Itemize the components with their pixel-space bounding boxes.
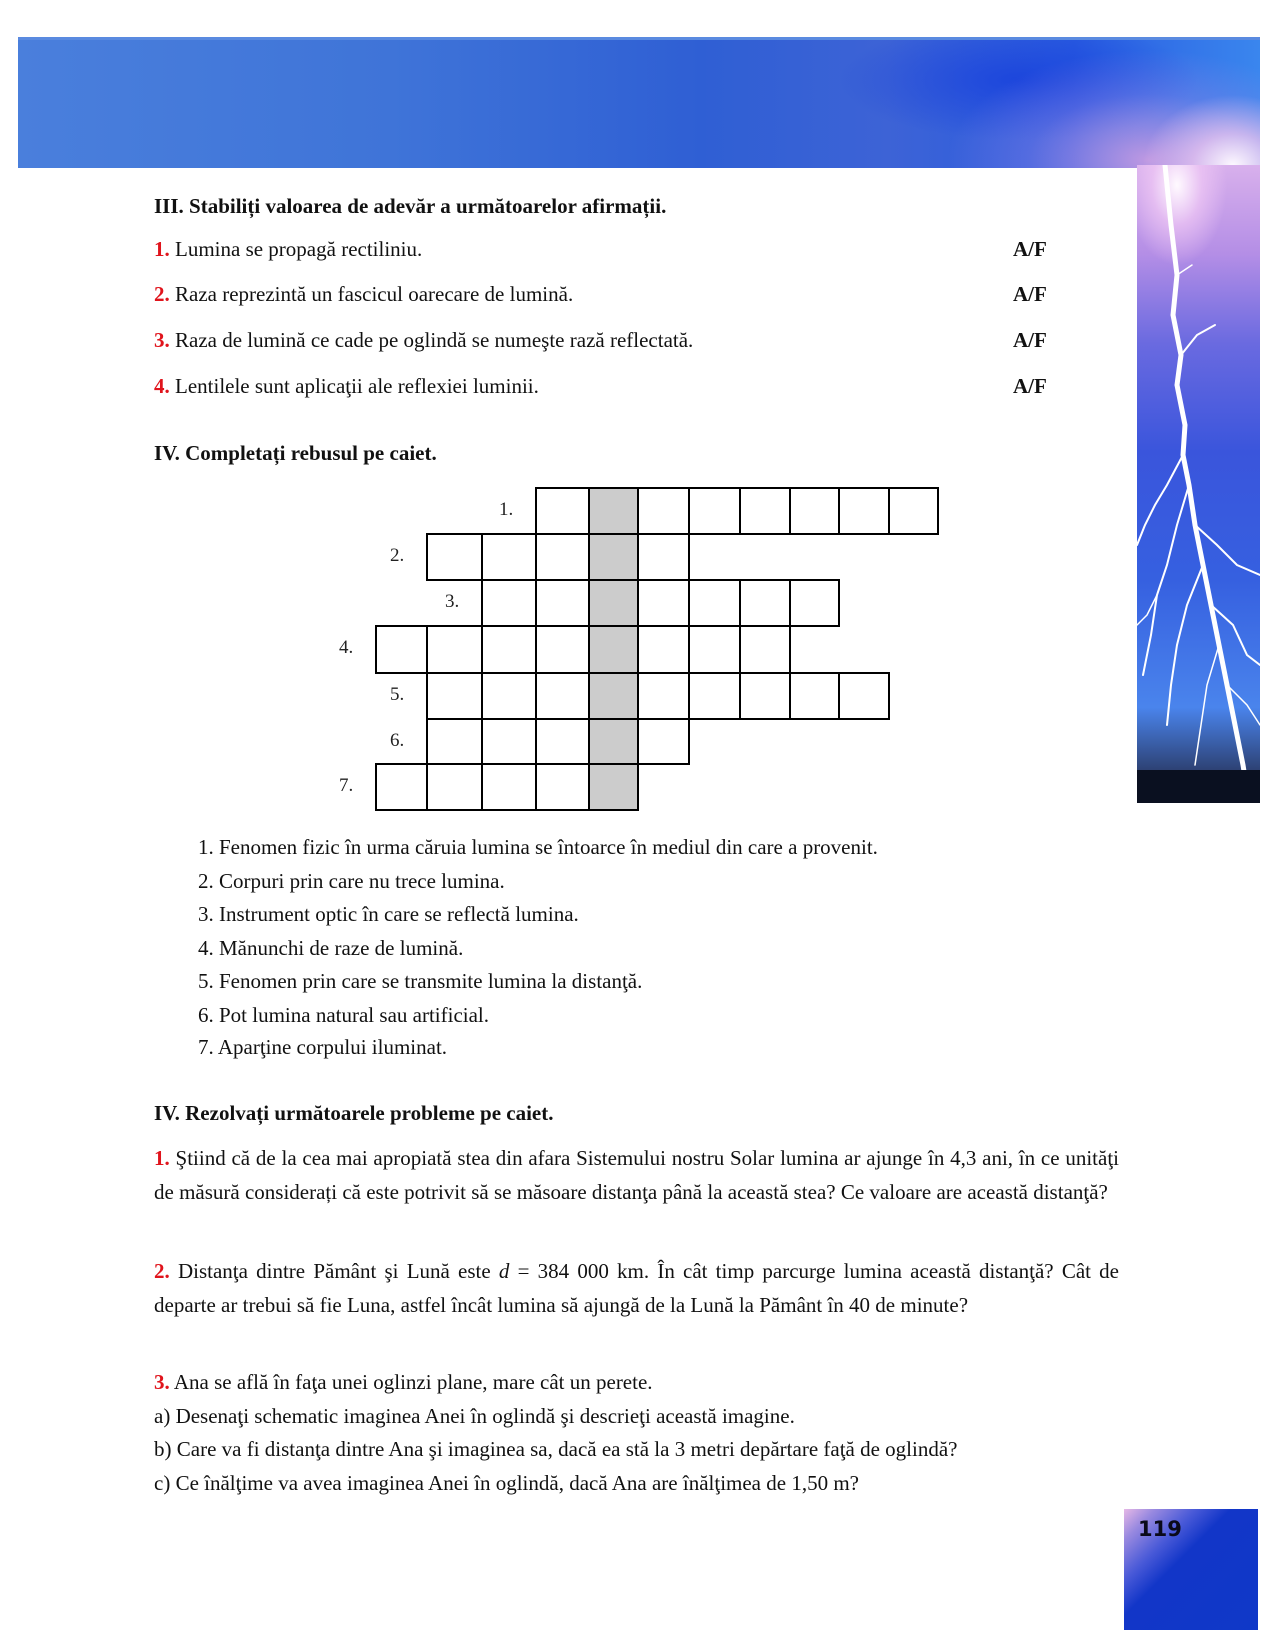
subitem-b: b) Care va fi distanţa dintre Ana şi imaginea sa, dacă ea stă la 3 metri depărtare faţă de oglindă?	[154, 1437, 958, 1461]
crossword-cell	[535, 672, 590, 720]
crossword-key-cell	[588, 718, 639, 765]
crossword-cell	[481, 533, 537, 581]
crossword-key-cell	[588, 579, 639, 627]
statement-number: 2.	[154, 282, 170, 306]
crossword-cell	[481, 718, 537, 765]
statement-number: 4.	[154, 374, 170, 398]
crossword-cell	[535, 718, 590, 765]
crossword-key-cell	[588, 533, 639, 581]
lightning-image	[1137, 165, 1260, 803]
crossword-cell	[481, 579, 537, 627]
crossword-cell	[481, 763, 537, 811]
variable-d: d	[498, 1259, 510, 1283]
crossword-cell	[426, 533, 483, 581]
problem-text-after: = 384 000 km. În cât timp parcurge lumina această distanţă? Cât de departe ar trebui să fie Luna, astfel încât lumina să ajungă de la Lună la Pământ în 40 de minute?	[154, 1259, 1120, 1317]
crossword-cell	[637, 625, 690, 674]
clue-7: 7. Aparţine corpului iluminat.	[198, 1035, 448, 1059]
statement-number: 3.	[154, 328, 170, 352]
crossword-row-label: 3.	[445, 591, 460, 612]
crossword-row-label: 1.	[499, 499, 514, 520]
crossword-cell	[789, 672, 840, 720]
crossword-row-label: 2.	[390, 545, 405, 566]
statement-text: Lumina se propagă rectiliniu.	[175, 237, 423, 261]
clue-4: 4. Mănunchi de raze de lumină.	[198, 936, 464, 960]
statement-1	[154, 237, 422, 261]
crossword-cell	[688, 672, 741, 720]
crossword-cell	[838, 487, 890, 535]
subitem-c: c) Ce înălţime va avea imaginea Anei în oglindă, dacă Ana are înălţimea de 1,50 m?	[154, 1470, 859, 1495]
problem-number: 1.	[154, 1146, 170, 1170]
header-banner	[18, 37, 1260, 168]
crossword-key-cell	[588, 625, 639, 674]
statement-number: 1.	[154, 237, 170, 261]
crossword-cell	[481, 672, 537, 720]
page-number: 119	[1138, 1517, 1182, 1541]
crossword-cell	[535, 625, 590, 674]
answer-choice-4: A/F	[1013, 374, 1047, 398]
crossword-cell	[739, 579, 791, 627]
statement-text: Raza de lumină ce cade pe oglindă se numeşte rază reflectată.	[175, 328, 694, 352]
crossword-cell	[688, 579, 741, 627]
crossword-cell	[426, 672, 483, 720]
problem-text: Ana se află în faţa unei oglinzi plane, mare cât un perete.	[173, 1370, 653, 1394]
crossword-cell	[789, 487, 840, 535]
crossword-cell	[375, 763, 428, 811]
crossword-cell	[535, 579, 590, 627]
crossword-key-cell	[588, 672, 639, 720]
crossword-cell	[637, 533, 690, 581]
page-number-box	[1124, 1509, 1258, 1630]
statement-3	[154, 328, 693, 352]
clue-1: 1. Fenomen fizic în urma căruia lumina se întoarce în mediul din care a provenit.	[198, 835, 878, 859]
answer-choice-2: A/F	[1013, 282, 1047, 306]
clue-5: 5. Fenomen prin care se transmite lumina la distanţă.	[198, 969, 643, 993]
statement-text: Lentilele sunt aplicaţii ale reflexiei luminii.	[175, 374, 539, 398]
crossword-cell	[888, 487, 939, 535]
crossword-row-label: 5.	[390, 684, 405, 705]
crossword-cell	[535, 533, 590, 581]
crossword-cell	[375, 625, 428, 674]
problem-3-intro	[154, 1366, 1119, 1400]
section-4-heading: IV. Completați rebusul pe caiet.	[154, 441, 437, 465]
problem-number: 2.	[154, 1259, 170, 1283]
crossword-key-cell	[588, 763, 639, 811]
lightning-bolt-icon	[1137, 165, 1260, 803]
crossword-cell	[535, 763, 590, 811]
problem-2	[154, 1255, 1119, 1322]
crossword-cell	[637, 487, 690, 535]
crossword-cell	[535, 487, 590, 535]
crossword-cell	[739, 625, 791, 674]
problem-3	[154, 1366, 1119, 1500]
crossword-row-label: 6.	[390, 730, 405, 751]
crossword-cell	[426, 625, 483, 674]
clue-3: 3. Instrument optic în care se reflectă lumina.	[198, 902, 579, 926]
crossword-cell	[739, 487, 791, 535]
crossword-cell	[688, 487, 741, 535]
crossword-cell	[426, 718, 483, 765]
crossword-row-label: 7.	[339, 775, 354, 796]
crossword-cell	[739, 672, 791, 720]
statement-text: Raza reprezintă un fascicul oarecare de lumină.	[175, 282, 574, 306]
crossword-cell	[789, 579, 840, 627]
crossword-cell	[481, 625, 537, 674]
answer-choice-1: A/F	[1013, 237, 1047, 261]
crossword-cell	[426, 763, 483, 811]
crossword-cell	[838, 672, 890, 720]
answer-choice-3: A/F	[1013, 328, 1047, 352]
statement-4	[154, 374, 539, 398]
problem-number: 3.	[154, 1370, 170, 1394]
subitem-a: a) Desenaţi schematic imaginea Anei în oglindă şi descrieţi această imagine.	[154, 1403, 795, 1428]
problem-text: Ştiind că de la cea mai apropiată stea din afara Sistemului nostru Solar lumina ar ajunge în 4,3 ani, în ce unităţi de măsură considerați că este potrivit să se măsoare distanţa până la această stea? Ce valoare are această distanţă?	[154, 1146, 1119, 1204]
problem-1	[154, 1142, 1119, 1209]
crossword-cell	[637, 672, 690, 720]
crossword-cell	[637, 718, 690, 765]
crossword-cell	[688, 625, 741, 674]
clue-2: 2. Corpuri prin care nu trece lumina.	[198, 869, 505, 893]
problem-text-before: Distanţa dintre Pământ şi Lună este	[177, 1259, 499, 1283]
crossword-cell	[637, 579, 690, 627]
section-3-heading: III. Stabiliți valoarea de adevăr a următoarelor afirmații.	[154, 194, 667, 218]
crossword-row-label: 4.	[339, 637, 354, 658]
crossword-key-cell	[588, 487, 639, 535]
clue-6: 6. Pot lumina natural sau artificial.	[198, 1003, 490, 1027]
section-5-heading: IV. Rezolvați următoarele probleme pe caiet.	[154, 1101, 554, 1125]
statement-2	[154, 282, 573, 306]
